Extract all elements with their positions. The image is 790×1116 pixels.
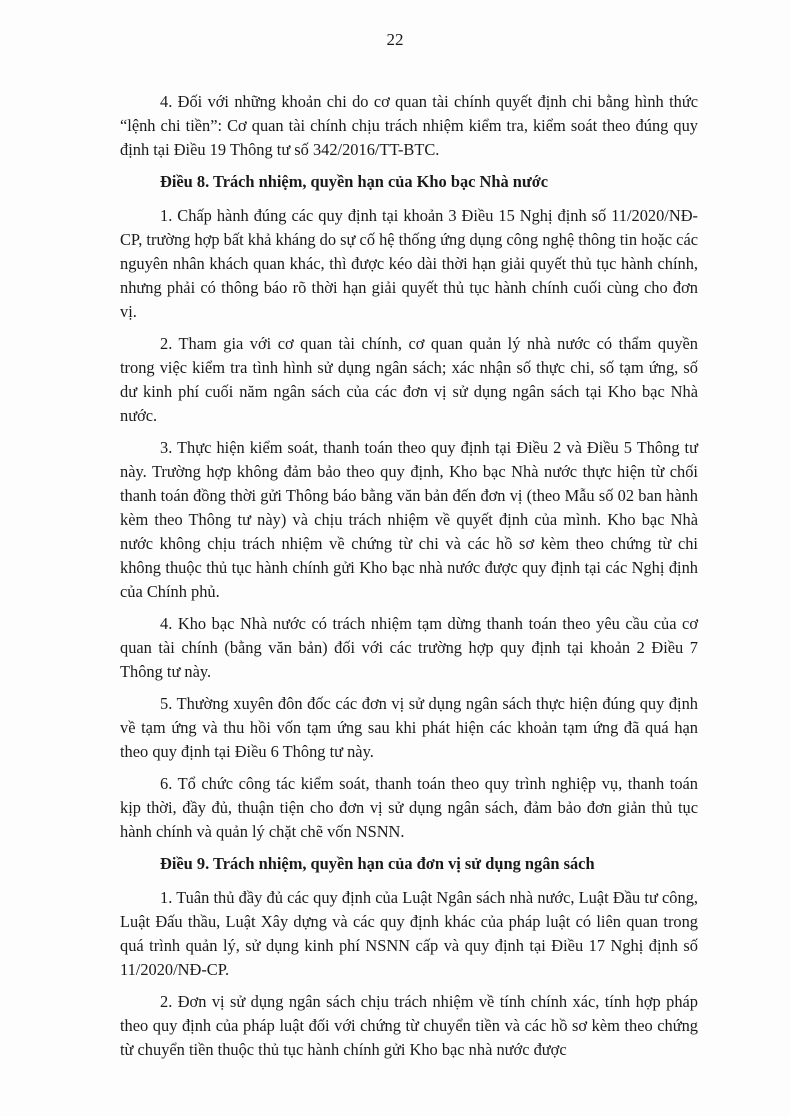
- article-8-clause-3: 3. Thực hiện kiểm soát, thanh toán theo quy định tại Điều 2 và Điều 5 Thông tư này. Trường hợp không đảm bảo theo quy định, Kho bạc Nhà nước thực hiện từ chối thanh toán đồng thời gửi Thông báo bằng văn bản đến đơn vị (theo Mẫu số 02 ban hành kèm theo Thông tư này) và chịu trách nhiệm về quyết định của mình. Kho bạc Nhà nước không chịu trách nhiệm về chứng từ chi và các hồ sơ kèm theo chứng từ chi không thuộc thủ tục hành chính gửi Kho bạc nhà nước được quy định tại các Nghị định của Chính phủ.: [120, 438, 698, 601]
- document-body: [120, 90, 698, 1070]
- article-9-clause-2: 2. Đơn vị sử dụng ngân sách chịu trách nhiệm về tính chính xác, tính hợp pháp theo quy định của pháp luật đối với chứng từ chuyển tiền và các hồ sơ kèm theo chứng từ chuyển tiền thuộc thủ tục hành chính gửi Kho bạc nhà nước được: [120, 992, 698, 1059]
- article-9-heading: Điều 9. Trách nhiệm, quyền hạn của đơn vị sử dụng ngân sách: [160, 854, 595, 873]
- article-8-clause-6: 6. Tổ chức công tác kiểm soát, thanh toán theo quy trình nghiệp vụ, thanh toán kịp thời, đầy đủ, thuận tiện cho đơn vị sử dụng ngân sách, đảm bảo đơn giản thủ tục hành chính và quản lý chặt chẽ vốn NSNN.: [120, 774, 698, 841]
- article-8-clause-2: 2. Tham gia với cơ quan tài chính, cơ quan quản lý nhà nước có thẩm quyền trong việc kiểm tra tình hình sử dụng ngân sách; xác nhận số thực chi, số tạm ứng, số dư kinh phí cuối năm ngân sách của các đơn vị sử dụng ngân sách tại Kho bạc Nhà nước.: [120, 334, 698, 425]
- page-number: 22: [386, 30, 404, 49]
- paragraph-4-financial-agency: 4. Đối với những khoản chi do cơ quan tài chính quyết định chi bằng hình thức “lệnh chi tiền”: Cơ quan tài chính chịu trách nhiệm kiểm tra, kiểm soát theo đúng quy định tại Điều 19 Thông tư số 342/2016/TT-BTC.: [120, 92, 698, 159]
- article-8-clause-4: 4. Kho bạc Nhà nước có trách nhiệm tạm dừng thanh toán theo yêu cầu của cơ quan tài chính (bằng văn bản) đối với các trường hợp quy định tại khoản 2 Điều 7 Thông tư này.: [120, 614, 698, 681]
- article-9-clause-1: 1. Tuân thủ đầy đủ các quy định của Luật Ngân sách nhà nước, Luật Đầu tư công, Luật Đấu thầu, Luật Xây dựng và các quy định khác của pháp luật có liên quan trong quá trình quản lý, sử dụng kinh phí NSNN cấp và quy định tại Điều 17 Nghị định số 11/2020/NĐ-CP.: [120, 888, 698, 979]
- article-8-clause-1: 1. Chấp hành đúng các quy định tại khoản 3 Điều 15 Nghị định số 11/2020/NĐ-CP, trường hợp bất khả kháng do sự cố hệ thống ứng dụng công nghệ thông tin hoặc các nguyên nhân khách quan khác, thì được kéo dài thời hạn giải quyết thủ tục hành chính, nhưng phải có thông báo rõ thời hạn giải quyết thủ tục hành chính cuối cùng cho đơn vị.: [120, 206, 698, 321]
- article-8-clause-5: 5. Thường xuyên đôn đốc các đơn vị sử dụng ngân sách thực hiện đúng quy định về tạm ứng và thu hồi vốn tạm ứng sau khi phát hiện các khoản tạm ứng đã quá hạn theo quy định tại Điều 6 Thông tư này.: [120, 694, 698, 761]
- article-8-heading: Điều 8. Trách nhiệm, quyền hạn của Kho bạc Nhà nước: [160, 172, 549, 191]
